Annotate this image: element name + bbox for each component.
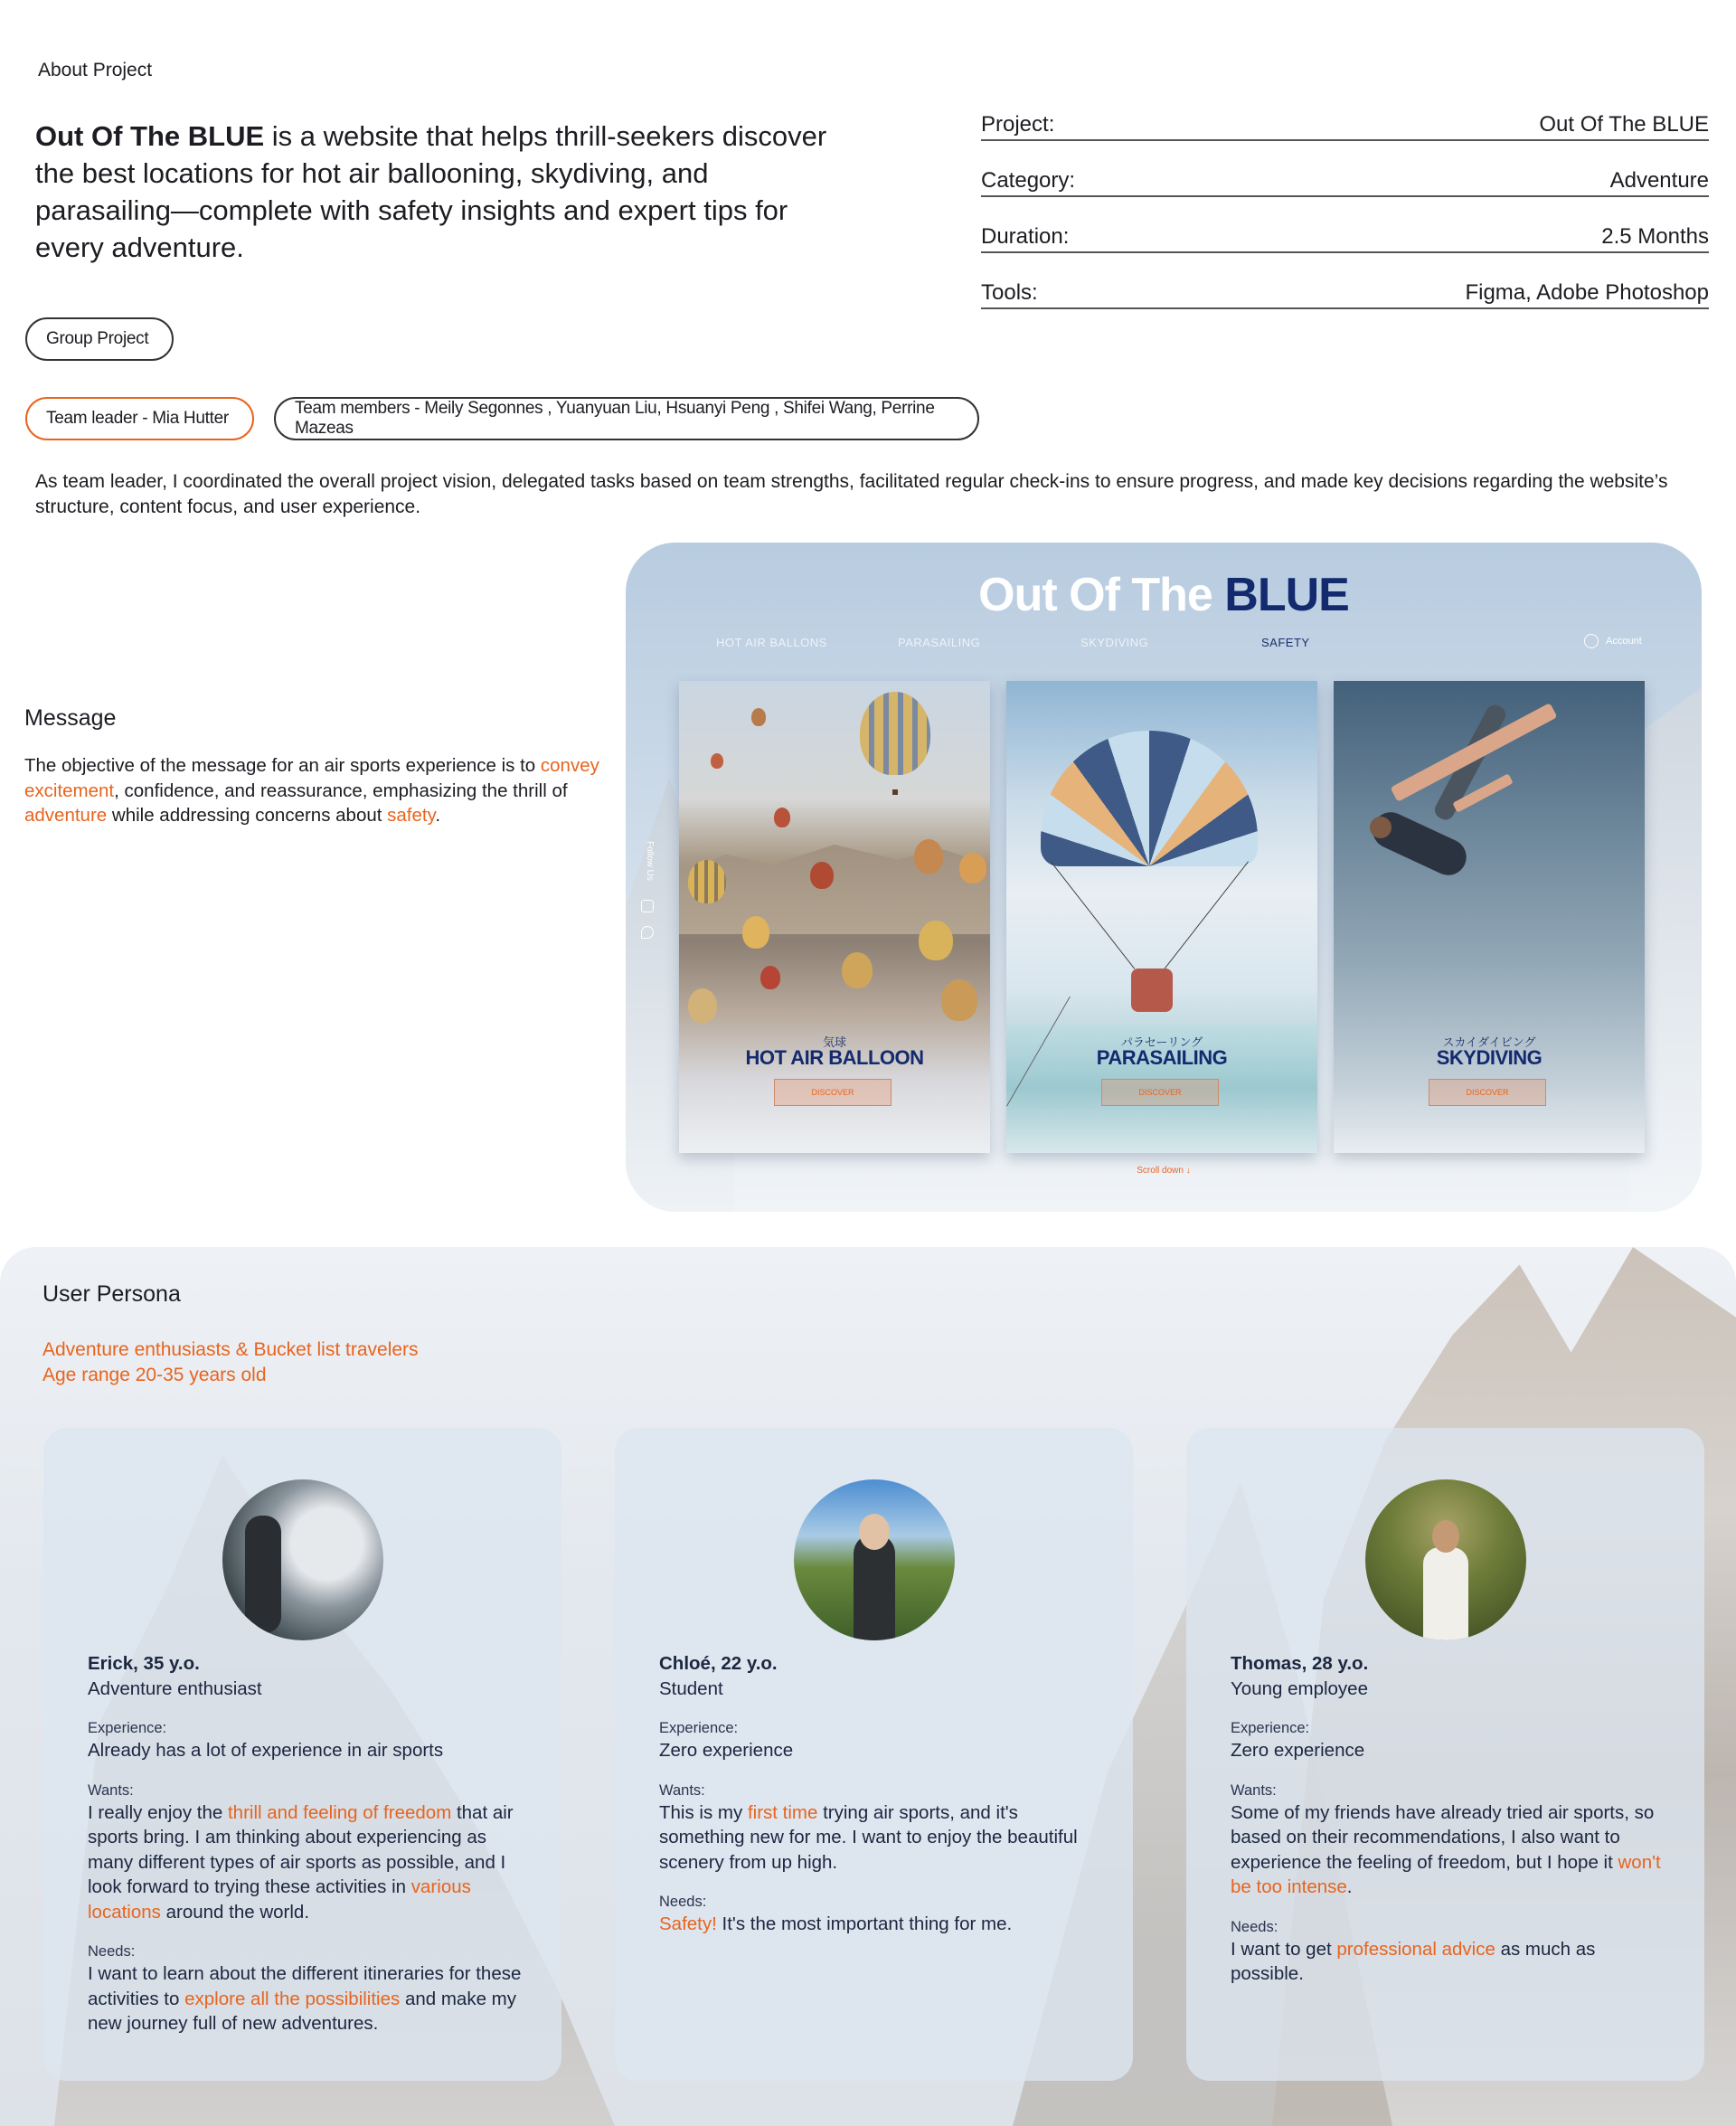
skydiver-head xyxy=(1370,817,1392,838)
persona-role: Adventure enthusiast xyxy=(88,1677,262,1699)
experience-text: Zero experience xyxy=(1231,1740,1365,1761)
card-title: HOT AIR BALLOON xyxy=(745,1046,924,1069)
instagram-icon[interactable] xyxy=(641,900,654,912)
card-title: SKYDIVING xyxy=(1436,1046,1543,1069)
info-value: Out Of The BLUE xyxy=(1539,112,1709,137)
message-text-part: while addressing concerns about xyxy=(107,805,388,826)
scroll-down-link[interactable]: Scroll down ↓ xyxy=(1137,1166,1191,1176)
experience-label: Experience: xyxy=(88,1720,167,1736)
message-title: Message xyxy=(24,705,117,731)
needs-label: Needs: xyxy=(88,1943,136,1960)
info-value: 2.5 Months xyxy=(1601,224,1709,249)
logo-text: Out Of The xyxy=(978,569,1225,621)
nav-safety[interactable]: SAFETY xyxy=(1261,636,1310,649)
balloon-image xyxy=(688,988,717,1023)
info-row-duration xyxy=(981,222,1709,253)
nav-skydiving[interactable]: SKYDIVING xyxy=(1080,636,1149,649)
wants-text-part: that air sports bring. I am thinking about experiencing as many different types of air sports as possible, and I look forward to trying these activities in xyxy=(88,1801,514,1897)
balloon-image xyxy=(959,853,986,883)
balloon-image xyxy=(914,839,943,874)
card-skydiving[interactable] xyxy=(1334,681,1645,1153)
avatar xyxy=(222,1479,383,1640)
persona-role: Student xyxy=(659,1677,723,1699)
info-key: Project: xyxy=(981,112,1055,137)
balloon-image xyxy=(711,753,723,769)
needs-text-part: as much as possible. xyxy=(1231,1938,1596,1984)
info-key: Category: xyxy=(981,168,1076,193)
info-key: Tools: xyxy=(981,280,1038,305)
leader-description: As team leader, I coordinated the overall project vision, delegated tasks based on team strengths, facilitated regular check-ins to ensure progress, and made key decisions regarding the website’s structure, content focus, and user experience. xyxy=(35,471,1668,517)
persona-card-erick xyxy=(43,1428,561,2081)
follow-us-label: Follow Us xyxy=(645,841,655,881)
needs-text xyxy=(88,1961,522,2036)
account-link[interactable] xyxy=(1584,634,1642,648)
experience-label: Experience: xyxy=(1231,1720,1310,1736)
persona-role: Young employee xyxy=(1231,1677,1368,1699)
website-mockup xyxy=(626,543,1702,1212)
nav-parasailing[interactable]: PARASAILING xyxy=(898,636,981,649)
twitter-icon[interactable] xyxy=(641,926,654,939)
wants-text-part: trying air sports, and it's something new for me. I want to enjoy the beautiful scenery from up high. xyxy=(659,1801,1078,1873)
balloon-basket xyxy=(892,789,898,795)
message-text xyxy=(24,753,612,828)
persona-audience: Adventure enthusiasts & Bucket list travelers xyxy=(42,1339,419,1360)
message-highlight: safety xyxy=(387,805,436,826)
balloon-image xyxy=(774,808,790,827)
wants-text-part: I really enjoy the xyxy=(88,1801,228,1823)
persona-name: Chloé, 22 y.o. xyxy=(659,1653,778,1674)
parachute-line xyxy=(1165,861,1249,969)
avatar xyxy=(1365,1479,1526,1640)
needs-text xyxy=(659,1912,1093,1937)
parachute-image xyxy=(1041,731,1258,866)
intro-text: is a website that helps thrill-seekers discover the best locations for hot air ballooning, skydiving, and parasailing—complete with safety insights and expert tips for every adventure. xyxy=(35,120,827,263)
group-project-pill: Group Project xyxy=(25,317,174,361)
user-persona-section xyxy=(0,1247,1736,2126)
avatar xyxy=(794,1479,955,1640)
balloon-image xyxy=(941,979,977,1021)
needs-label: Needs: xyxy=(659,1894,707,1910)
wants-text-part: around the world. xyxy=(160,1901,310,1923)
persona-name: Erick, 35 y.o. xyxy=(88,1653,200,1674)
wants-text xyxy=(88,1800,522,1925)
message-highlight: convey excitement xyxy=(24,755,599,801)
info-row-project xyxy=(981,110,1709,141)
experience-text: Zero experience xyxy=(659,1740,794,1761)
message-highlight: adventure xyxy=(24,805,108,826)
experience-label: Experience: xyxy=(659,1720,739,1736)
balloon-image xyxy=(842,952,873,988)
persona-name: Thomas, 28 y.o. xyxy=(1231,1653,1369,1674)
avatar-face xyxy=(1432,1520,1459,1553)
info-value: Adventure xyxy=(1609,168,1709,193)
parasailers-image xyxy=(1131,969,1173,1012)
info-value: Figma, Adobe Photoshop xyxy=(1465,280,1709,305)
balloon-image xyxy=(760,966,780,989)
nav-hot-air-balloons[interactable]: HOT AIR BALLONS xyxy=(716,636,827,649)
needs-label: Needs: xyxy=(1231,1918,1278,1935)
avatar-figure xyxy=(245,1516,281,1633)
parachute-line xyxy=(1051,862,1135,969)
message-text-part: The objective of the message for an air sports experience is to xyxy=(24,755,541,776)
needs-highlight: professional advice xyxy=(1336,1938,1495,1960)
account-label: Account xyxy=(1606,636,1642,647)
mockup-logo[interactable] xyxy=(626,568,1702,622)
persona-subtitle xyxy=(42,1337,419,1388)
card-title: PARASAILING xyxy=(1096,1046,1228,1069)
wants-text-part: This is my xyxy=(659,1801,748,1823)
team-members-pill: Team members - Meily Segonnes , Yuanyuan Liu, Hsuanyi Peng , Shifei Wang, Perrine Mazeas xyxy=(274,397,979,440)
needs-text-part: I want to learn about the different itineraries for these activities to xyxy=(88,1963,522,2009)
wants-highlight: thrill and feeling of freedom xyxy=(227,1801,452,1823)
message-text-part: , confidence, and reassurance, emphasizing the thrill of xyxy=(114,780,568,801)
team-leader-pill: Team leader - Mia Hutter xyxy=(25,397,254,440)
card-jp-label: スカイダイビング xyxy=(1442,1035,1536,1049)
balloon-image xyxy=(860,692,930,775)
discover-button[interactable]: DISCOVER xyxy=(1429,1079,1546,1106)
airplane-wing xyxy=(1390,703,1557,802)
wants-highlight: won't be too intense xyxy=(1231,1851,1661,1897)
card-jp-label: 気球 xyxy=(822,1035,846,1049)
card-hot-air-balloon[interactable] xyxy=(679,681,990,1153)
needs-text-part: and make my new journey full of new adventures. xyxy=(88,1988,517,2034)
balloon-image xyxy=(688,860,726,903)
wants-text xyxy=(1231,1800,1665,1900)
intro-brand: Out Of The BLUE xyxy=(35,120,265,152)
info-key: Duration: xyxy=(981,224,1070,249)
persona-card-chloe xyxy=(615,1428,1133,2081)
message-text-part: . xyxy=(435,805,441,826)
needs-highlight: explore all the possibilities xyxy=(184,1988,401,2009)
experience-text: Already has a lot of experience in air sports xyxy=(88,1740,444,1761)
needs-text-part: I want to get xyxy=(1231,1938,1337,1960)
account-icon xyxy=(1584,634,1599,648)
persona-card-thomas xyxy=(1186,1428,1704,2081)
avatar-figure xyxy=(1423,1547,1468,1640)
card-jp-label: パラセーリング xyxy=(1120,1035,1203,1049)
wants-text-part: . xyxy=(1346,1876,1353,1897)
needs-text-part: It's the most important thing for me. xyxy=(716,1913,1013,1934)
balloon-image xyxy=(810,862,834,889)
info-row-category xyxy=(981,166,1709,197)
persona-age-range: Age range 20-35 years old xyxy=(42,1365,267,1385)
logo-accent: BLUE xyxy=(1224,569,1349,621)
avatar-face xyxy=(859,1514,890,1550)
project-intro xyxy=(35,118,849,266)
wants-text xyxy=(659,1800,1093,1876)
needs-highlight: Safety! xyxy=(659,1913,717,1934)
section-label-about: About Project xyxy=(38,60,153,80)
discover-button[interactable]: DISCOVER xyxy=(774,1079,892,1106)
wants-highlight: various locations xyxy=(88,1876,471,1923)
wants-highlight: first time xyxy=(747,1801,818,1823)
wants-label: Wants: xyxy=(88,1781,134,1799)
needs-text xyxy=(1231,1937,1665,1987)
wants-text-part: Some of my friends have already tried air sports, so based on their recommendations, I also want to experience the feeling of freedom, but I hope it xyxy=(1231,1801,1655,1873)
info-row-tools xyxy=(981,279,1709,309)
balloon-image xyxy=(751,708,766,726)
persona-title: User Persona xyxy=(42,1281,181,1307)
balloon-image xyxy=(742,916,769,949)
wants-label: Wants: xyxy=(1231,1781,1277,1799)
discover-button[interactable]: DISCOVER xyxy=(1101,1079,1219,1106)
card-parasailing[interactable] xyxy=(1006,681,1317,1153)
balloon-image xyxy=(919,921,953,960)
wants-label: Wants: xyxy=(659,1781,705,1799)
